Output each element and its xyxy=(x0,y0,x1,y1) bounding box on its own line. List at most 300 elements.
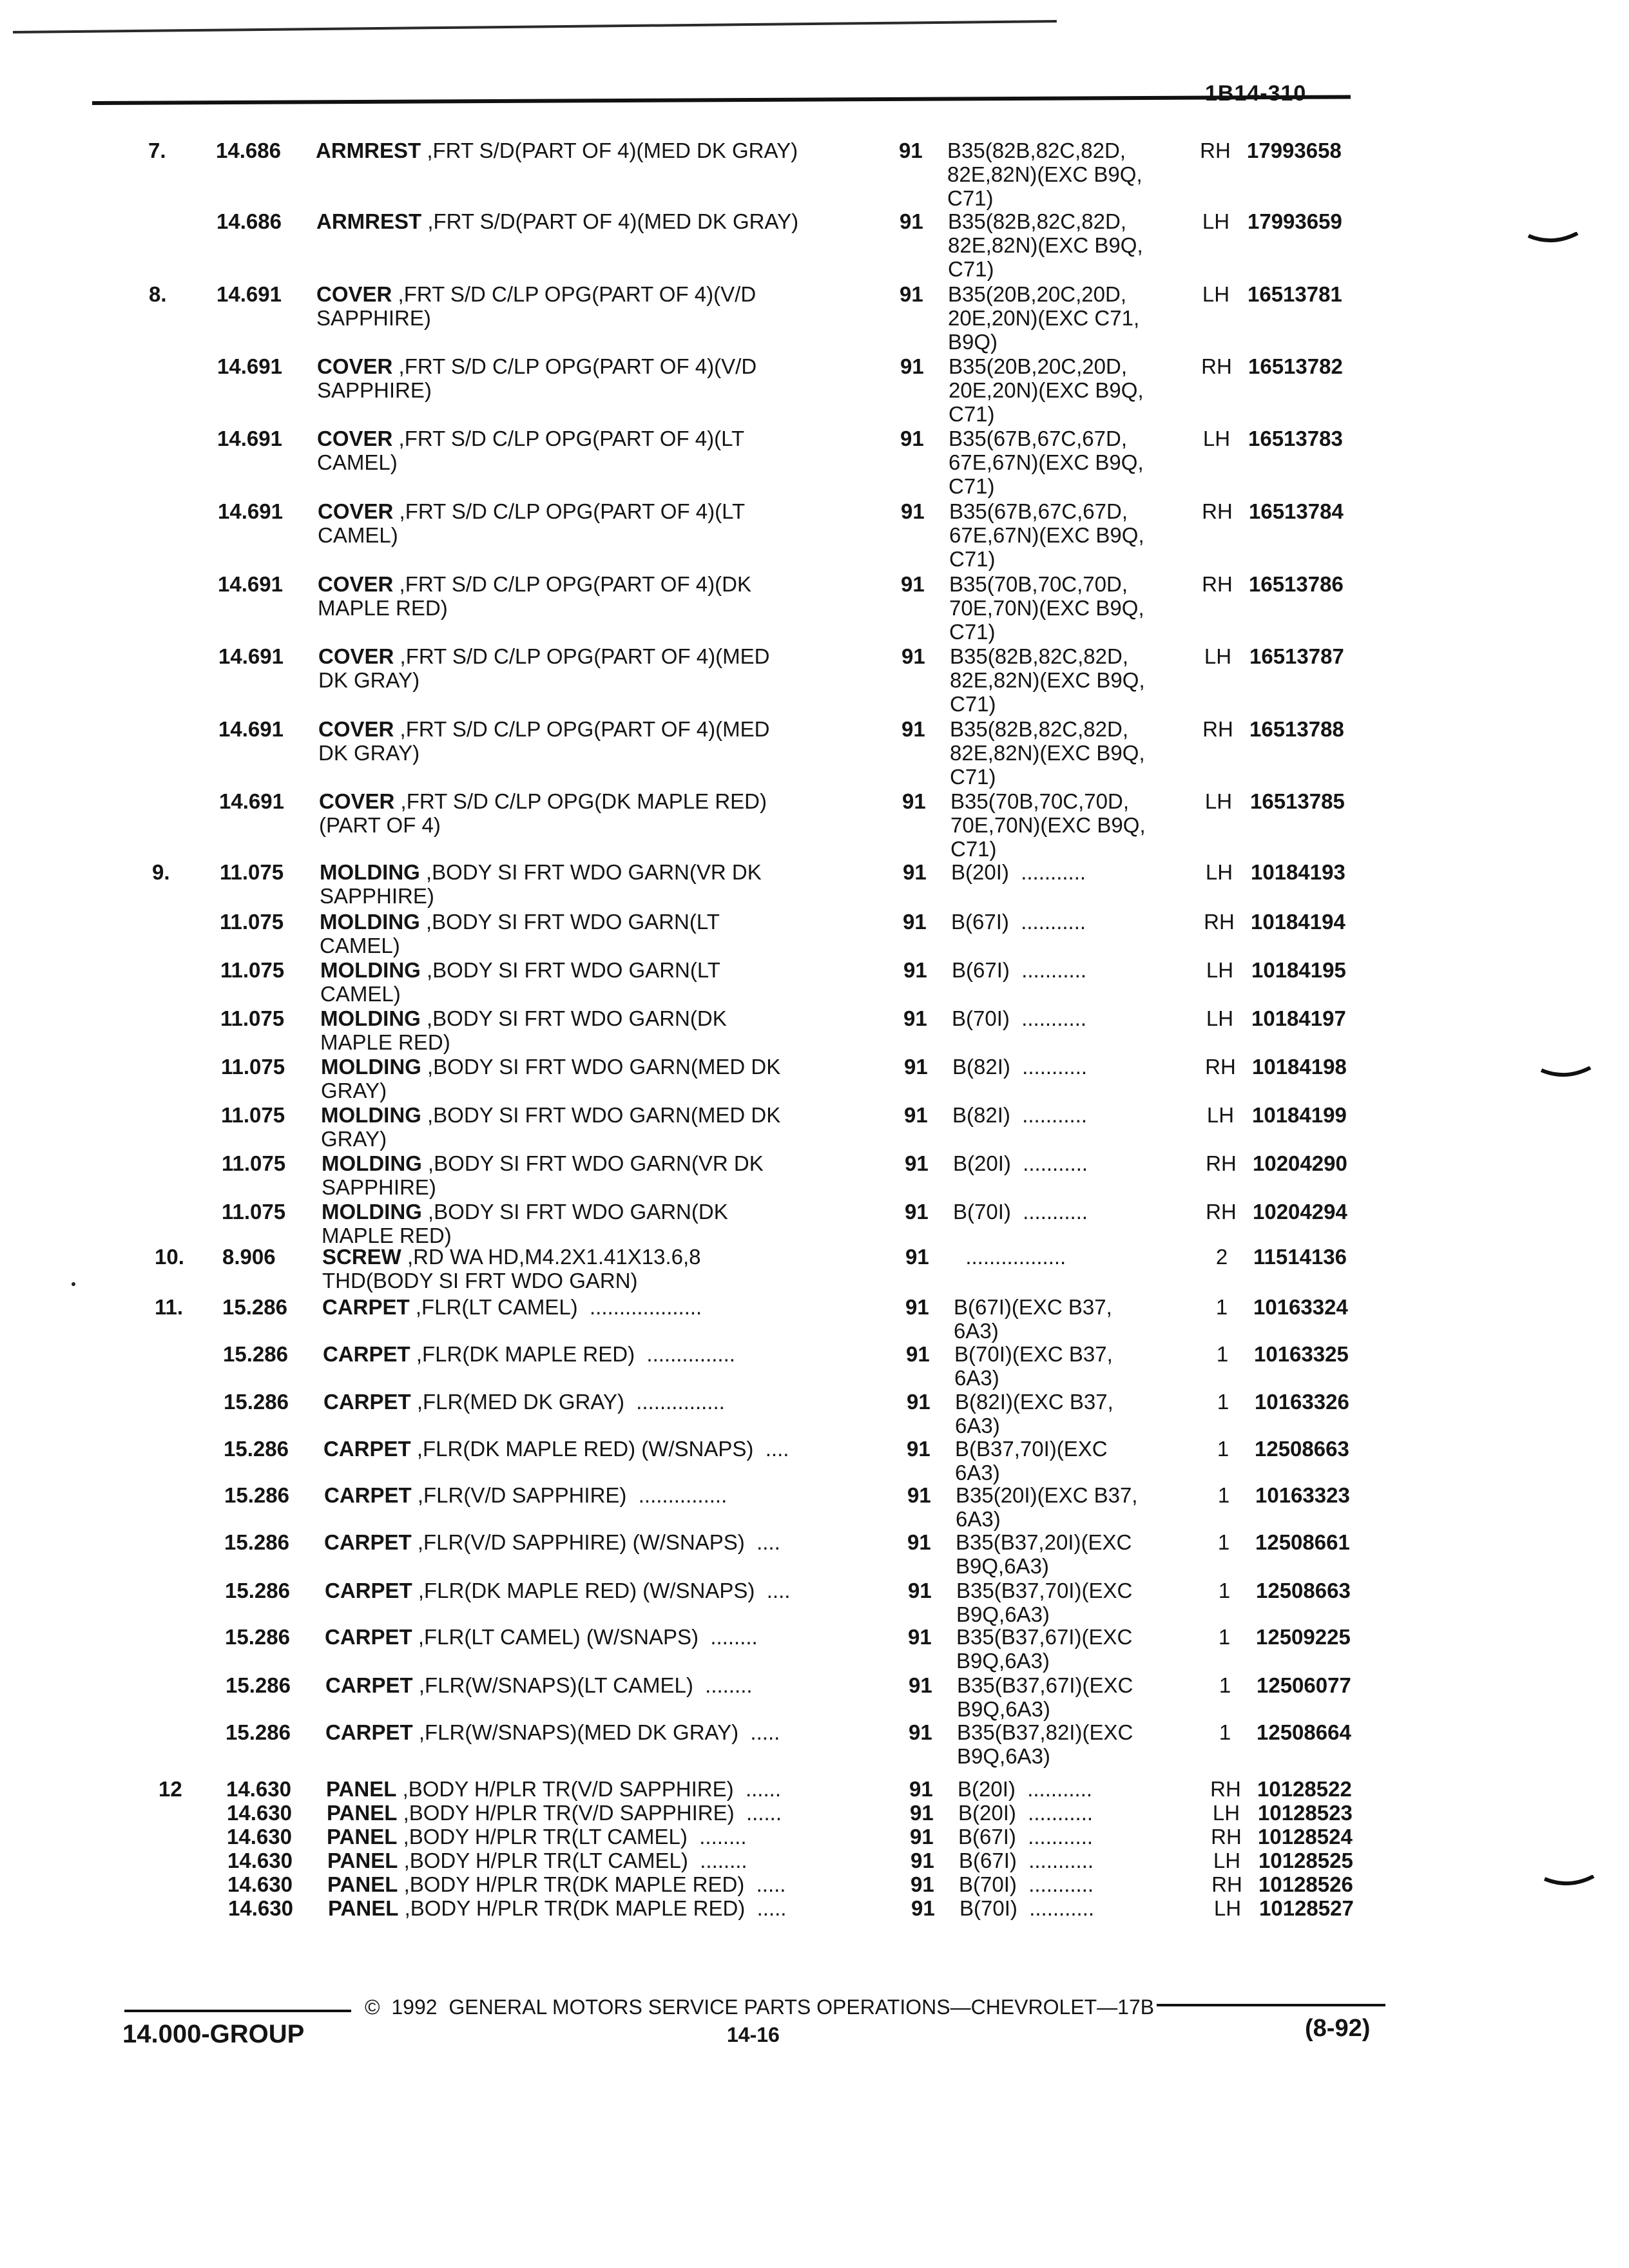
model-year: 91 xyxy=(909,1777,933,1801)
model-year: 91 xyxy=(907,1390,930,1414)
side-or-quantity: LH xyxy=(1206,1103,1235,1127)
model-usage: B(70I) ........... xyxy=(953,1200,1088,1224)
part-number: 16513781 xyxy=(1248,282,1342,306)
part-number: 12508664 xyxy=(1257,1720,1351,1744)
side-or-quantity: 1 xyxy=(1219,1720,1231,1744)
model-year: 91 xyxy=(902,789,926,813)
part-number: 16513787 xyxy=(1249,644,1344,668)
side-or-quantity: LH xyxy=(1213,1896,1242,1920)
side-or-quantity: 2 xyxy=(1215,1245,1228,1269)
part-number: 12508661 xyxy=(1255,1530,1350,1554)
part-detail: ,FLR(DK MAPLE RED) (W/SNAPS) .... xyxy=(412,1579,791,1602)
part-number: 10128522 xyxy=(1257,1777,1352,1801)
model-usage: B(B37,70I)(EXC xyxy=(955,1437,1108,1461)
part-name: CARPET xyxy=(324,1530,412,1554)
part-description xyxy=(324,1530,891,1554)
item-number: 12 xyxy=(159,1777,182,1801)
part-name: ARMREST xyxy=(316,209,422,233)
side-or-quantity: RH xyxy=(1206,1200,1237,1224)
model-usage: B35(20I)(EXC B37, xyxy=(956,1483,1138,1507)
side-or-quantity: RH xyxy=(1202,499,1233,523)
part-detail: ,FRT S/D C/LP OPG(PART OF 4)(LT xyxy=(392,427,745,450)
part-description xyxy=(318,499,885,523)
part-detail: ,FRT S/D C/LP OPG(PART OF 4)(LT xyxy=(393,499,746,523)
part-number: 11514136 xyxy=(1253,1245,1347,1269)
part-description xyxy=(325,1579,892,1602)
part-number: 16513783 xyxy=(1248,427,1343,450)
part-detail: ,BODY SI FRT WDO GARN(VR DK xyxy=(421,1151,764,1175)
model-usage-line3: C71) xyxy=(950,837,997,861)
group-number: 14.630 xyxy=(227,1801,292,1825)
model-usage-line2: B9Q,6A3) xyxy=(957,1697,1050,1721)
side-or-quantity: LH xyxy=(1202,282,1230,306)
part-detail-continued: SAPPHIRE) xyxy=(322,1175,436,1199)
part-number: 10184193 xyxy=(1251,860,1345,884)
model-usage-line3: B9Q) xyxy=(948,330,998,354)
part-description xyxy=(328,1896,895,1920)
part-description xyxy=(324,1483,891,1507)
group-number: 15.286 xyxy=(225,1625,290,1649)
group-number: 8.906 xyxy=(222,1245,276,1269)
part-description xyxy=(326,1777,893,1801)
part-description xyxy=(322,1295,889,1319)
part-number: 10204290 xyxy=(1253,1151,1347,1175)
part-name: COVER xyxy=(318,644,394,668)
part-detail-continued: CAMEL) xyxy=(318,523,398,547)
model-usage: B(67I) ........... xyxy=(952,958,1087,982)
model-usage-line2: 6A3) xyxy=(956,1507,1001,1531)
part-detail: ,FLR(V/D SAPPHIRE) (W/SNAPS) .... xyxy=(411,1530,780,1554)
model-usage: B(70I) ........... xyxy=(952,1006,1087,1030)
model-usage: B35(82B,82C,82D, xyxy=(948,209,1127,233)
group-number: 11.075 xyxy=(220,910,284,934)
part-detail-continued: (PART OF 4) xyxy=(319,813,441,837)
side-or-quantity: LH xyxy=(1212,1801,1240,1825)
part-name: PANEL xyxy=(328,1896,399,1920)
part-number: 10163324 xyxy=(1253,1295,1348,1319)
model-year: 91 xyxy=(904,1055,928,1079)
part-name: CARPET xyxy=(322,1295,410,1319)
model-year: 91 xyxy=(907,1483,931,1507)
model-usage-line2: 20E,20N)(EXC C71, xyxy=(948,306,1140,330)
part-name: COVER xyxy=(318,499,394,523)
model-year: 91 xyxy=(905,1151,929,1175)
model-usage: B35(B37,70I)(EXC xyxy=(956,1579,1133,1602)
model-usage-line3: C71) xyxy=(950,692,996,716)
part-detail: ,FRT S/D C/LP OPG(DK MAPLE RED) xyxy=(394,789,767,813)
part-number: 10128527 xyxy=(1259,1896,1354,1920)
group-number: 15.286 xyxy=(226,1720,291,1744)
part-detail-continued: MAPLE RED) xyxy=(322,1224,452,1247)
model-usage: B(67I) ........... xyxy=(951,910,1086,934)
model-year: 91 xyxy=(901,644,925,668)
model-usage-line2: 82E,82N)(EXC B9Q, xyxy=(950,668,1145,692)
part-detail-continued: SAPPHIRE) xyxy=(316,306,431,330)
part-row xyxy=(3,717,1629,789)
footer-date: (8-92) xyxy=(1305,2015,1371,2042)
part-detail: ,FRT S/D C/LP OPG(PART OF 4)(V/D xyxy=(392,354,757,378)
part-row xyxy=(2,572,1629,644)
binder-mark xyxy=(1527,232,1579,244)
model-usage: B35(82B,82C,82D, xyxy=(947,139,1126,162)
side-or-quantity: LH xyxy=(1204,644,1232,668)
model-usage-line3: C71) xyxy=(947,186,994,210)
part-name: PANEL xyxy=(327,1801,398,1825)
side-or-quantity: RH xyxy=(1210,1777,1241,1801)
part-number: 12508663 xyxy=(1255,1437,1349,1461)
group-number: 14.630 xyxy=(227,1825,292,1849)
part-description xyxy=(325,1720,892,1744)
part-name: MOLDING xyxy=(321,1055,421,1079)
part-name: MOLDING xyxy=(320,1006,421,1030)
footer-rule-left xyxy=(124,2010,351,2012)
part-row xyxy=(5,958,1629,1006)
part-detail: ,FLR(MED DK GRAY) ............... xyxy=(410,1390,725,1414)
part-description xyxy=(317,354,884,378)
footer-rule-right xyxy=(1157,2004,1385,2006)
side-or-quantity: 1 xyxy=(1217,1437,1229,1461)
group-number: 14.691 xyxy=(218,572,283,596)
group-number: 14.630 xyxy=(227,1849,293,1872)
model-usage: B35(B37,20I)(EXC xyxy=(956,1530,1132,1554)
side-or-quantity: LH xyxy=(1205,860,1233,884)
part-row xyxy=(2,499,1629,571)
part-description xyxy=(322,1151,889,1175)
part-number: 12508663 xyxy=(1256,1579,1351,1602)
part-detail-continued: DK GRAY) xyxy=(318,741,420,765)
part-number: 10163325 xyxy=(1254,1342,1349,1366)
part-name: CARPET xyxy=(325,1673,413,1697)
part-number: 10163326 xyxy=(1255,1390,1349,1414)
part-name: SCREW xyxy=(322,1245,401,1269)
part-row xyxy=(8,1483,1629,1531)
part-row xyxy=(10,1720,1629,1768)
part-description xyxy=(327,1801,894,1825)
group-number: 11.075 xyxy=(221,1103,285,1127)
model-usage: B35(67B,67C,67D, xyxy=(949,499,1128,523)
part-number: 17993659 xyxy=(1248,209,1342,233)
model-usage: B(67I) ........... xyxy=(958,1825,1094,1849)
model-year: 91 xyxy=(900,282,923,306)
side-or-quantity: 1 xyxy=(1218,1625,1231,1649)
part-number: 16513785 xyxy=(1250,789,1345,813)
part-detail: ,BODY H/PLR TR(DK MAPLE RED) ..... xyxy=(398,1872,786,1896)
part-number: 16513784 xyxy=(1249,499,1344,523)
group-number: 14.686 xyxy=(217,209,282,233)
side-or-quantity: RH xyxy=(1202,717,1233,741)
model-usage-line2: 82E,82N)(EXC B9Q, xyxy=(947,162,1142,186)
group-number: 15.286 xyxy=(224,1530,289,1554)
part-detail-continued: CAMEL) xyxy=(320,934,400,957)
model-year: 91 xyxy=(904,1103,928,1127)
model-usage-line2: B9Q,6A3) xyxy=(956,1554,1049,1578)
side-or-quantity: 1 xyxy=(1219,1673,1231,1697)
model-year: 91 xyxy=(903,860,927,884)
model-usage: B35(70B,70C,70D, xyxy=(950,789,1130,813)
part-detail-continued: DK GRAY) xyxy=(318,668,420,692)
group-number: 14.630 xyxy=(228,1896,293,1920)
part-name: ARMREST xyxy=(316,139,421,162)
model-usage: B(82I) ........... xyxy=(952,1055,1088,1079)
item-number: 10. xyxy=(155,1245,184,1269)
group-number: 11.075 xyxy=(220,958,285,982)
part-detail-continued: MAPLE RED) xyxy=(318,596,448,620)
part-name: CARPET xyxy=(323,1437,411,1461)
part-detail-continued: CAMEL) xyxy=(320,982,401,1006)
part-detail: ,BODY H/PLR TR(V/D SAPPHIRE) ...... xyxy=(396,1777,781,1801)
part-row xyxy=(1,282,1629,354)
part-number: 10184197 xyxy=(1251,1006,1346,1030)
part-row xyxy=(3,789,1629,861)
side-or-quantity: LH xyxy=(1202,427,1231,450)
part-detail: ,BODY H/PLR TR(DK MAPLE RED) ..... xyxy=(398,1896,787,1920)
part-detail-continued: GRAY) xyxy=(321,1127,387,1151)
part-row xyxy=(6,1295,1629,1343)
model-usage-line2: 20E,20N)(EXC B9Q, xyxy=(949,378,1144,402)
part-description xyxy=(325,1673,892,1697)
side-or-quantity: RH xyxy=(1206,1151,1237,1175)
part-name: PANEL xyxy=(327,1872,398,1896)
part-name: CARPET xyxy=(325,1625,412,1649)
model-year: 91 xyxy=(905,1200,929,1224)
group-number: 15.286 xyxy=(224,1390,289,1414)
side-or-quantity: RH xyxy=(1211,1825,1242,1849)
part-detail: ,RD WA HD,M4.2X1.41X13.6,8 xyxy=(401,1245,701,1269)
side-or-quantity: RH xyxy=(1201,354,1232,378)
side-or-quantity: LH xyxy=(1206,958,1234,982)
part-detail: ,BODY SI FRT WDO GARN(DK xyxy=(420,1006,727,1030)
footer-page-number: 14-16 xyxy=(727,2023,780,2046)
part-name: CARPET xyxy=(323,1390,411,1414)
part-name: MOLDING xyxy=(321,1103,421,1127)
part-name: CARPET xyxy=(325,1579,412,1602)
model-usage: B(82I)(EXC B37, xyxy=(955,1390,1113,1414)
part-description xyxy=(320,910,887,934)
model-usage-line2: 67E,67N)(EXC B9Q, xyxy=(949,450,1144,474)
item-number: 11. xyxy=(155,1295,184,1319)
part-description xyxy=(319,789,886,813)
part-detail: ,BODY SI FRT WDO GARN(LT xyxy=(419,910,720,934)
part-description xyxy=(322,1245,889,1269)
footer-copyright: © 1992 GENERAL MOTORS SERVICE PARTS OPERATIONS—CHEVROLET—17B xyxy=(365,1995,1155,2019)
part-description xyxy=(320,958,887,982)
group-number: 14.691 xyxy=(218,644,284,668)
side-or-quantity: LH xyxy=(1204,789,1233,813)
part-description xyxy=(318,572,885,596)
model-usage: B35(82B,82C,82D, xyxy=(950,644,1129,668)
page-id: 1B14-310 xyxy=(1205,81,1307,106)
side-or-quantity: RH xyxy=(1211,1872,1242,1896)
model-usage: B(70I) ........... xyxy=(959,1872,1094,1896)
model-usage-line2: 6A3) xyxy=(955,1414,1000,1437)
part-detail: ,BODY H/PLR TR(V/D SAPPHIRE) ...... xyxy=(397,1801,782,1825)
model-year: 91 xyxy=(900,427,924,450)
part-detail: ,FRT S/D(PART OF 4)(MED DK GRAY) xyxy=(421,209,799,233)
part-row xyxy=(8,1530,1629,1578)
group-number: 11.075 xyxy=(220,1006,285,1030)
part-number: 12506077 xyxy=(1257,1673,1351,1697)
model-usage-line3: C71) xyxy=(949,474,995,498)
part-detail-continued: MAPLE RED) xyxy=(320,1030,450,1054)
model-usage: B(67I)(EXC B37, xyxy=(954,1295,1112,1319)
part-description xyxy=(327,1825,894,1849)
model-usage: B35(20B,20C,20D, xyxy=(948,282,1127,306)
part-name: PANEL xyxy=(327,1825,398,1849)
model-usage-line2: 6A3) xyxy=(955,1461,1000,1485)
side-or-quantity: LH xyxy=(1202,209,1230,233)
side-or-quantity: 1 xyxy=(1216,1342,1229,1366)
part-detail: ,BODY H/PLR TR(LT CAMEL) ........ xyxy=(397,1825,747,1849)
part-name: MOLDING xyxy=(320,958,421,982)
part-name: MOLDING xyxy=(320,910,420,934)
part-number: 16513786 xyxy=(1249,572,1344,596)
part-row xyxy=(3,644,1629,716)
group-number: 11.075 xyxy=(222,1151,286,1175)
group-number: 14.691 xyxy=(217,427,282,450)
part-description xyxy=(323,1342,890,1366)
part-number: 16513782 xyxy=(1248,354,1343,378)
part-row xyxy=(10,1777,1629,1801)
part-detail: ,FRT S/D(PART OF 4)(MED DK GRAY) xyxy=(421,139,798,162)
part-name: COVER xyxy=(318,572,394,596)
model-year: 91 xyxy=(905,1245,929,1269)
side-or-quantity: 1 xyxy=(1217,1483,1230,1507)
part-detail-continued: SAPPHIRE) xyxy=(317,378,432,402)
group-number: 14.691 xyxy=(218,499,283,523)
model-usage-line3: C71) xyxy=(950,765,996,789)
part-name: COVER xyxy=(316,282,392,306)
part-row xyxy=(1,209,1629,281)
part-description xyxy=(323,1437,891,1461)
model-usage: B(70I)(EXC B37, xyxy=(954,1342,1113,1366)
model-year: 91 xyxy=(900,354,924,378)
scan-speck xyxy=(72,1282,75,1286)
model-usage-line3: C71) xyxy=(948,257,994,281)
model-usage-line2: B9Q,6A3) xyxy=(957,1744,1050,1768)
group-number: 15.286 xyxy=(224,1437,289,1461)
model-usage-line3: C71) xyxy=(949,547,996,571)
part-description xyxy=(318,717,885,741)
group-number: 14.630 xyxy=(226,1777,291,1801)
model-usage: B35(B37,82I)(EXC xyxy=(957,1720,1133,1744)
group-number: 11.075 xyxy=(222,1200,286,1224)
part-description xyxy=(322,1200,889,1224)
part-name: PANEL xyxy=(326,1777,397,1801)
part-name: MOLDING xyxy=(322,1151,422,1175)
model-usage: B(20I) ........... xyxy=(953,1151,1088,1175)
model-year: 91 xyxy=(907,1530,931,1554)
part-description xyxy=(327,1849,894,1872)
part-number: 10128524 xyxy=(1258,1825,1353,1849)
part-number: 10128525 xyxy=(1258,1849,1353,1872)
model-usage-line2: 6A3) xyxy=(954,1319,999,1343)
part-row xyxy=(12,1872,1629,1896)
binder-mark xyxy=(1540,1066,1592,1078)
side-or-quantity: LH xyxy=(1206,1006,1234,1030)
part-detail-continued: SAPPHIRE) xyxy=(320,884,434,908)
part-description xyxy=(317,427,884,450)
group-number: 15.286 xyxy=(222,1295,287,1319)
part-description xyxy=(327,1872,894,1896)
model-year: 91 xyxy=(903,1006,927,1030)
group-number: 15.286 xyxy=(226,1673,291,1697)
group-number: 15.286 xyxy=(224,1483,289,1507)
part-number: 10184199 xyxy=(1252,1103,1347,1127)
part-description xyxy=(321,1103,888,1127)
group-number: 14.691 xyxy=(217,354,282,378)
group-number: 15.286 xyxy=(223,1342,288,1366)
model-usage: B(70I) ........... xyxy=(959,1896,1095,1920)
group-number: 14.691 xyxy=(218,717,284,741)
part-description xyxy=(318,644,885,668)
model-usage-line2: 67E,67N)(EXC B9Q, xyxy=(949,523,1144,547)
part-detail: ,FLR(V/D SAPPHIRE) ............... xyxy=(411,1483,728,1507)
part-row xyxy=(9,1625,1629,1673)
model-usage: B(20I) ........... xyxy=(958,1777,1093,1801)
model-usage-line2: 6A3) xyxy=(954,1366,999,1390)
model-usage-line2: 82E,82N)(EXC B9Q, xyxy=(948,233,1143,257)
part-detail: ,BODY SI FRT WDO GARN(DK xyxy=(421,1200,728,1224)
part-description xyxy=(325,1625,892,1649)
model-year: 91 xyxy=(908,1625,932,1649)
part-detail: ,BODY SI FRT WDO GARN(MED DK xyxy=(421,1103,781,1127)
part-detail-continued: GRAY) xyxy=(321,1079,387,1102)
side-or-quantity: RH xyxy=(1202,572,1233,596)
part-description xyxy=(316,209,883,233)
model-usage: B35(B37,67I)(EXC xyxy=(957,1673,1133,1697)
part-row xyxy=(1,354,1629,426)
model-usage: B(20I) ........... xyxy=(958,1801,1094,1825)
model-usage: B35(20B,20C,20D, xyxy=(949,354,1128,378)
group-number: 14.630 xyxy=(227,1872,293,1896)
part-detail: ,FLR(W/SNAPS)(MED DK GRAY) ..... xyxy=(412,1720,780,1744)
part-detail: ,BODY SI FRT WDO GARN(MED DK xyxy=(421,1055,781,1079)
group-number: 11.075 xyxy=(220,860,284,884)
part-detail: ,FLR(LT CAMEL) (W/SNAPS) ........ xyxy=(412,1625,758,1649)
side-or-quantity: RH xyxy=(1205,1055,1236,1079)
part-detail: ,FLR(DK MAPLE RED) (W/SNAPS) .... xyxy=(410,1437,789,1461)
part-description xyxy=(316,282,883,306)
model-usage-line2: B9Q,6A3) xyxy=(956,1649,1050,1673)
part-number: 10128523 xyxy=(1258,1801,1353,1825)
model-usage-line2: 70E,70N)(EXC B9Q, xyxy=(950,813,1146,837)
part-detail-continued: THD(BODY SI FRT WDO GARN) xyxy=(322,1269,638,1293)
model-usage: B(20I) ........... xyxy=(951,860,1086,884)
model-usage: B35(67B,67C,67D, xyxy=(949,427,1128,450)
part-detail-continued: CAMEL) xyxy=(317,450,398,474)
group-number: 15.286 xyxy=(225,1579,290,1602)
model-usage: B(82I) ........... xyxy=(952,1103,1088,1127)
item-number: 9. xyxy=(152,860,170,884)
part-number: 10163323 xyxy=(1255,1483,1350,1507)
model-year: 91 xyxy=(907,1437,930,1461)
footer-group: 14.000-GROUP xyxy=(122,2020,305,2048)
part-detail: ,BODY H/PLR TR(LT CAMEL) ........ xyxy=(398,1849,747,1872)
part-name: MOLDING xyxy=(320,860,420,884)
part-detail: ,BODY SI FRT WDO GARN(VR DK xyxy=(419,860,762,884)
model-year: 91 xyxy=(911,1849,934,1872)
model-year: 91 xyxy=(901,717,925,741)
part-number: 12509225 xyxy=(1256,1625,1351,1649)
model-year: 91 xyxy=(903,910,927,934)
part-number: 10184195 xyxy=(1251,958,1346,982)
group-number: 11.075 xyxy=(221,1055,285,1079)
part-number: 16513788 xyxy=(1249,717,1344,741)
part-detail: ,FRT S/D C/LP OPG(PART OF 4)(MED xyxy=(394,644,770,668)
model-year: 91 xyxy=(910,1801,934,1825)
part-name: COVER xyxy=(317,427,393,450)
part-name: CARPET xyxy=(325,1720,413,1744)
